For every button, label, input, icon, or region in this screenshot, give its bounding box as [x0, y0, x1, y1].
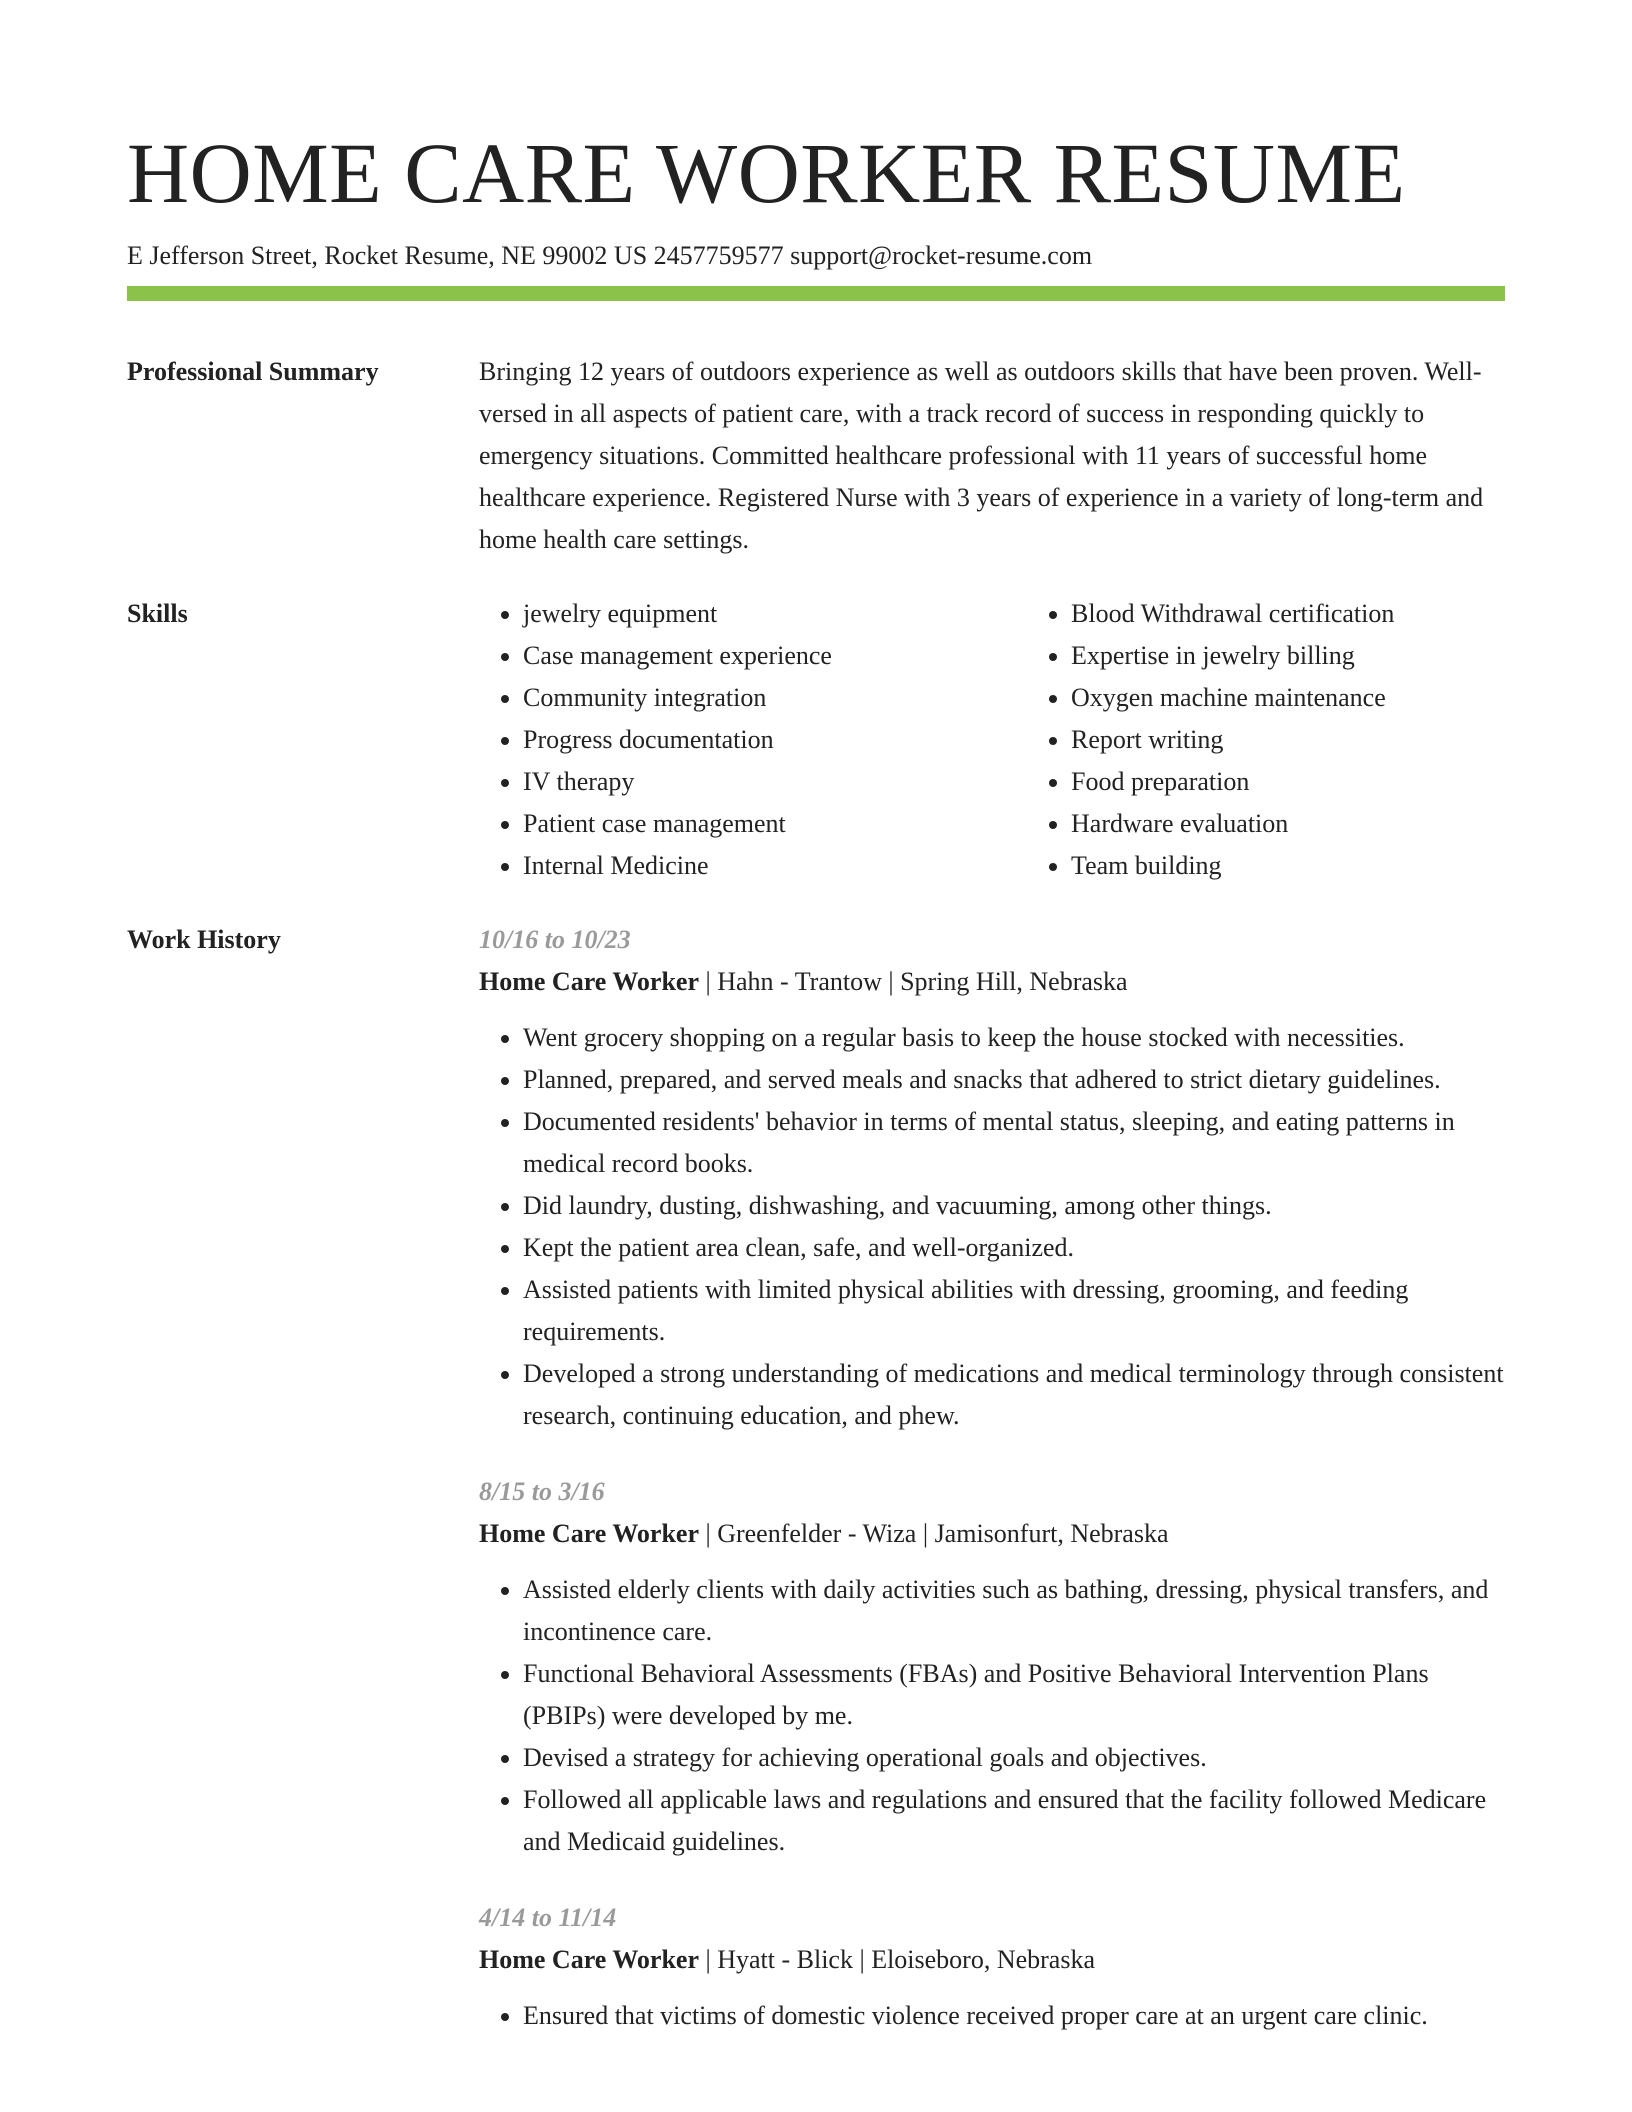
- separator: |: [881, 967, 901, 997]
- job-heading: [479, 1513, 1505, 1555]
- job-bullet: • Went grocery shopping on a regular basis to keep the house stocked with necessities.: [523, 1017, 1505, 1059]
- resume-title: HOME CARE WORKER RESUME: [127, 125, 1406, 221]
- summary-section: [127, 351, 1505, 561]
- job-bullet: • Ensured that victims of domestic violence received proper care at an urgent care clinic.: [523, 1995, 1505, 2037]
- skill-item: • Team building: [1071, 845, 1505, 887]
- job-dates: 8/15 to 3/16: [479, 1477, 605, 1507]
- work-history-body: [479, 919, 1505, 2071]
- skill-item: • Progress documentation: [523, 719, 1027, 761]
- separator: |: [698, 1945, 718, 1975]
- job-bullet: • Kept the patient area clean, safe, and well-organized.: [523, 1227, 1505, 1269]
- job-location: Spring Hill, Nebraska: [900, 967, 1128, 997]
- job-company: Hyatt - Blick: [717, 1945, 853, 1975]
- job-bullet: • Followed all applicable laws and regulations and ensured that the facility followed Medicare and Medicaid guidelines.: [523, 1779, 1505, 1863]
- separator: |: [698, 967, 718, 997]
- skill-item: • Case management experience: [523, 635, 1027, 677]
- skill-item: • Report writing: [1071, 719, 1505, 761]
- work-history-section: [127, 919, 1505, 2071]
- job-bullets: [479, 1995, 1505, 2037]
- job-bullet: • Documented residents' behavior in terms of mental status, sleeping, and eating patterns in medical record books.: [523, 1101, 1505, 1185]
- skills-label: Skills: [127, 599, 188, 629]
- skill-item: • Blood Withdrawal certification: [1071, 593, 1505, 635]
- skill-item: • jewelry equipment: [523, 593, 1027, 635]
- skill-item: • IV therapy: [523, 761, 1027, 803]
- skills-grid: [479, 593, 1505, 887]
- contact-line: E Jefferson Street, Rocket Resume, NE 99002 US 2457759577 support@rocket-resume.com: [127, 240, 1093, 270]
- job-company: Hahn - Trantow: [717, 967, 882, 997]
- job-heading: [479, 1939, 1505, 1981]
- job-bullet: • Developed a strong understanding of medications and medical terminology through consistent research, continuing education, and phew.: [523, 1353, 1505, 1437]
- summary-label: Professional Summary: [127, 357, 379, 387]
- job-title: Home Care Worker: [479, 1945, 699, 1975]
- job-bullet: • Planned, prepared, and served meals and snacks that adhered to strict dietary guidelines.: [523, 1059, 1505, 1101]
- skill-item: • Hardware evaluation: [1071, 803, 1505, 845]
- skill-item: • Patient case management: [523, 803, 1027, 845]
- job-title: Home Care Worker: [479, 967, 699, 997]
- job-bullet: • Functional Behavioral Assessments (FBAs) and Positive Behavioral Intervention Plans (PBIPs) were developed by me.: [523, 1653, 1505, 1737]
- skills-list-left: [479, 593, 1027, 887]
- skills-list-right: [1027, 593, 1505, 887]
- summary-text: Bringing 12 years of outdoors experience as well as outdoors skills that have been proven. Well-versed in all aspects of patient care, with a track record of success in responding quickly to emergency situations. Committed healthcare professional with 11 years of successful home healthcare experience. Registered Nurse with 3 years of experience in a variety of long-term and home health care settings.: [479, 357, 1484, 555]
- separator: |: [916, 1519, 935, 1549]
- job-entry: [479, 1471, 1505, 1863]
- job-dates: 10/16 to 10/23: [479, 925, 631, 955]
- skills-section: [127, 593, 1505, 887]
- job-entry: [479, 919, 1505, 1437]
- separator: |: [852, 1945, 872, 1975]
- separator: |: [698, 1519, 718, 1549]
- job-company: Greenfelder - Wiza: [717, 1519, 917, 1549]
- skill-item: • Expertise in jewelry billing: [1071, 635, 1505, 677]
- accent-rule: [127, 286, 1505, 301]
- skill-item: • Food preparation: [1071, 761, 1505, 803]
- skill-item: • Oxygen machine maintenance: [1071, 677, 1505, 719]
- job-bullet: • Did laundry, dusting, dishwashing, and vacuuming, among other things.: [523, 1185, 1505, 1227]
- job-bullet: • Assisted patients with limited physical abilities with dressing, grooming, and feeding requirements.: [523, 1269, 1505, 1353]
- job-bullet: • Devised a strategy for achieving operational goals and objectives.: [523, 1737, 1505, 1779]
- job-location: Jamisonfurt, Nebraska: [934, 1519, 1169, 1549]
- job-title: Home Care Worker: [479, 1519, 699, 1549]
- job-location: Eloiseboro, Nebraska: [871, 1945, 1096, 1975]
- skill-item: • Internal Medicine: [523, 845, 1027, 887]
- job-heading: [479, 961, 1505, 1003]
- job-bullet: • Assisted elderly clients with daily activities such as bathing, dressing, physical transfers, and incontinence care.: [523, 1569, 1505, 1653]
- job-entry: [479, 1897, 1505, 2037]
- job-dates: 4/14 to 11/14: [479, 1903, 617, 1933]
- job-bullets: [479, 1017, 1505, 1437]
- work-history-label: Work History: [127, 925, 281, 955]
- skill-item: • Community integration: [523, 677, 1027, 719]
- job-bullets: [479, 1569, 1505, 1863]
